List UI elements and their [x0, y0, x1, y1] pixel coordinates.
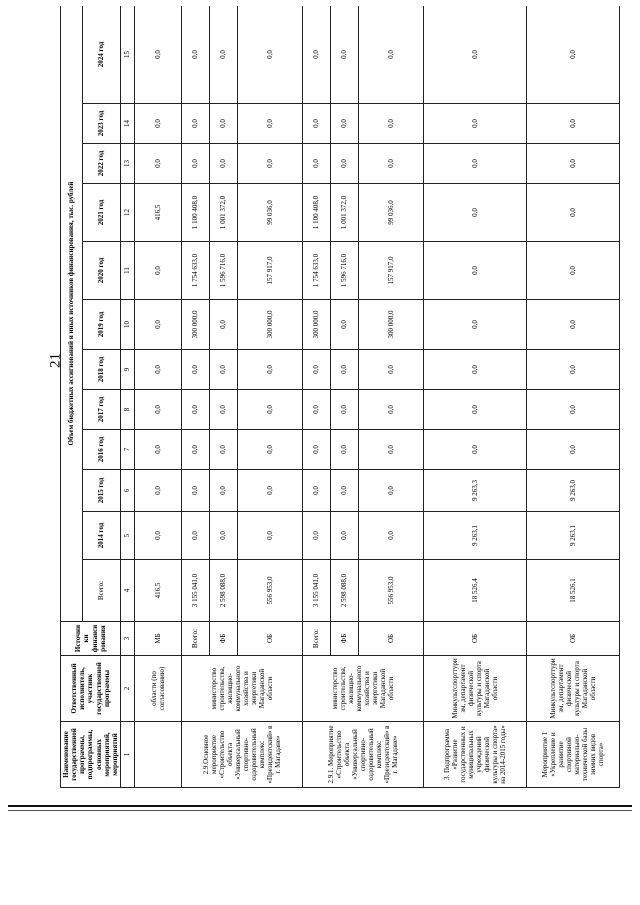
row-value: 0,0 — [181, 144, 209, 184]
row-value: 0,0 — [526, 350, 619, 390]
row-value: 0,0 — [209, 350, 237, 390]
page-bottom-rule — [8, 805, 632, 807]
row-value: 0,0 — [526, 184, 619, 242]
header-year: 2020 год — [83, 242, 121, 300]
row-value: 0,0 — [330, 144, 358, 184]
column-number: 8 — [121, 390, 135, 430]
row-value: 300 000,0 — [358, 300, 423, 350]
header-year: 2015 год — [83, 470, 121, 512]
row-value: 0,0 — [135, 430, 182, 470]
column-number: 4 — [121, 560, 135, 622]
row-value: 0,0 — [358, 144, 423, 184]
row-value: 0,0 — [237, 6, 302, 104]
row-name: 2.9.Основное мероприятие «Строительство объекта «Универсальный спортивно-оздоровительный комплекс «Президентский» в г. Магадане» — [181, 722, 302, 788]
row-value: 1 754 633,0 — [181, 242, 209, 300]
row-value: 0,0 — [526, 144, 619, 184]
page-bottom-rule-thin — [8, 810, 632, 811]
row-source: ОБ — [526, 622, 619, 656]
row-value: 0,0 — [209, 512, 237, 560]
page-number: 21 — [47, 353, 64, 368]
row-value: 0,0 — [358, 104, 423, 144]
row-value: 0,0 — [358, 6, 423, 104]
row-value: 0,0 — [181, 470, 209, 512]
row-total: 18 526,1 — [526, 560, 619, 622]
column-number: 14 — [121, 104, 135, 144]
header-year: 2022 год — [83, 144, 121, 184]
row-value: 0,0 — [424, 430, 527, 470]
row-value: 0,0 — [209, 300, 237, 350]
header-year: 2018 год — [83, 350, 121, 390]
row-value: 0,0 — [237, 144, 302, 184]
row-executor: Минкультспорттуризм, департамент физической культуры и спорта Магаданской области — [424, 656, 527, 722]
table-row — [135, 6, 182, 788]
row-value: 9 263,1 — [526, 512, 619, 560]
row-source: ФБ — [209, 622, 237, 656]
row-value: 9 263,1 — [424, 512, 527, 560]
column-number: 13 — [121, 144, 135, 184]
row-source: ФБ — [330, 622, 358, 656]
row-value: 0,0 — [526, 242, 619, 300]
column-number: 5 — [121, 512, 135, 560]
row-value: 1 100 408,0 — [302, 184, 330, 242]
column-number: 11 — [121, 242, 135, 300]
row-value: 0,0 — [181, 512, 209, 560]
row-name: 3. Подпрограмма «Развитие государственных и муниципальных учреждений физической культуры и спорта» на 2014-2015 годы» — [424, 722, 527, 788]
row-value: 1 596 716,0 — [330, 242, 358, 300]
row-value: 0,0 — [358, 470, 423, 512]
row-value: 0,0 — [237, 104, 302, 144]
row-value: 0,0 — [424, 350, 527, 390]
row-value: 99 036,0 — [237, 184, 302, 242]
row-value: 0,0 — [330, 470, 358, 512]
row-total: 2 598 088,0 — [330, 560, 358, 622]
row-value: 0,0 — [424, 104, 527, 144]
row-name — [135, 722, 182, 788]
row-value: 0,0 — [237, 390, 302, 430]
header-total: Всего: — [83, 560, 121, 622]
row-value: 0,0 — [526, 390, 619, 430]
row-value: 0,0 — [526, 6, 619, 104]
row-executor: министерство строительства, жилищно-коммунального хозяйства и энергетики Магаданской области — [181, 656, 302, 722]
row-executor: министерство строительства, жилищно-коммунального хозяйства и энергетики Магаданской области — [302, 656, 423, 722]
row-value: 9 263,3 — [424, 470, 527, 512]
row-source: Всего: — [302, 622, 330, 656]
row-value: 0,0 — [358, 390, 423, 430]
row-value: 0,0 — [526, 300, 619, 350]
row-source: ОБ — [237, 622, 302, 656]
column-number: 7 — [121, 430, 135, 470]
column-number: 3 — [121, 622, 135, 656]
row-total: 2 598 088,0 — [209, 560, 237, 622]
row-value: 0,0 — [424, 184, 527, 242]
header-year: 2017 год — [83, 390, 121, 430]
row-value: 0,0 — [330, 390, 358, 430]
row-total: 3 155 041,0 — [302, 560, 330, 622]
column-number: 2 — [121, 656, 135, 722]
header-funding-group: Объем бюджетных ассигнований и иных источников финансирования, тыс. рублей — [61, 6, 83, 622]
row-value: 0,0 — [237, 470, 302, 512]
row-value: 0,0 — [358, 512, 423, 560]
row-value: 0,0 — [135, 242, 182, 300]
row-value: 0,0 — [424, 300, 527, 350]
row-name: 2.9.1. Мероприятие «Строительство объекта «Универсальный спортивно-оздоровительный комплекс «Президентский» в г. Магадане» — [302, 722, 423, 788]
row-value: 0,0 — [302, 390, 330, 430]
row-value: 0,0 — [330, 350, 358, 390]
header-executor: Ответственный исполнитель, участник государственной программы — [61, 656, 121, 722]
row-value: 0,0 — [424, 144, 527, 184]
row-value: 0,0 — [330, 512, 358, 560]
column-number: 6 — [121, 470, 135, 512]
row-value: 0,0 — [424, 6, 527, 104]
header-year: 2016 год — [83, 430, 121, 470]
row-value: 0,0 — [302, 430, 330, 470]
row-value: 0,0 — [181, 390, 209, 430]
row-executor: Минкультспорттуризм, департамент физической культуры и спорта Магаданской области — [526, 656, 619, 722]
row-value: 0,0 — [135, 350, 182, 390]
row-value: 0,0 — [358, 350, 423, 390]
header-year: 2014 год — [83, 512, 121, 560]
row-value: 0,0 — [302, 350, 330, 390]
row-value: 0,0 — [135, 512, 182, 560]
header-year: 2024 год — [83, 6, 121, 104]
row-value: 0,0 — [330, 104, 358, 144]
row-total: 556 953,0 — [358, 560, 423, 622]
row-value: 0,0 — [181, 104, 209, 144]
row-value: 0,0 — [526, 104, 619, 144]
row-value: 0,0 — [302, 512, 330, 560]
column-number: 10 — [121, 300, 135, 350]
column-number: 12 — [121, 184, 135, 242]
row-value: 157 917,0 — [358, 242, 423, 300]
row-total: 416,5 — [135, 560, 182, 622]
row-total: 18 526,4 — [424, 560, 527, 622]
row-value: 300 000,0 — [181, 300, 209, 350]
header-year: 2023 год — [83, 104, 121, 144]
row-value: 0,0 — [135, 390, 182, 430]
header-year: 2019 год — [83, 300, 121, 350]
row-value: 300 000,0 — [237, 300, 302, 350]
row-value: 0,0 — [302, 104, 330, 144]
row-value: 1 001 372,0 — [330, 184, 358, 242]
row-source: ОБ — [358, 622, 423, 656]
row-value: 0,0 — [209, 104, 237, 144]
row-value: 0,0 — [181, 430, 209, 470]
column-number-row — [121, 6, 135, 788]
budget-table-container — [60, 6, 620, 788]
row-value: 157 917,0 — [237, 242, 302, 300]
row-value: 0,0 — [209, 144, 237, 184]
row-value: 0,0 — [302, 470, 330, 512]
table-row — [302, 6, 330, 788]
budget-table-rotated — [60, 6, 620, 788]
row-value: 0,0 — [135, 144, 182, 184]
row-value: 0,0 — [237, 430, 302, 470]
table-row — [181, 6, 209, 788]
row-value: 0,0 — [302, 6, 330, 104]
column-number: 1 — [121, 722, 135, 788]
header-year: 2021 год — [83, 184, 121, 242]
row-value: 0,0 — [237, 512, 302, 560]
budget-table — [60, 6, 620, 788]
row-value: 0,0 — [237, 350, 302, 390]
header-source: Источники финансирования — [61, 622, 121, 656]
column-number: 9 — [121, 350, 135, 390]
row-executor: области (по согласованию) — [135, 656, 182, 722]
row-value: 0,0 — [135, 6, 182, 104]
row-value: 0,0 — [330, 430, 358, 470]
row-value: 1 001 372,0 — [209, 184, 237, 242]
row-value: 0,0 — [526, 430, 619, 470]
row-value: 99 036,0 — [358, 184, 423, 242]
row-source: Всего: — [181, 622, 209, 656]
row-value: 0,0 — [135, 104, 182, 144]
table-row — [424, 6, 527, 788]
column-number: 15 — [121, 6, 135, 104]
row-total: 3 155 041,0 — [181, 560, 209, 622]
row-value: 0,0 — [135, 470, 182, 512]
row-value: 0,0 — [181, 6, 209, 104]
row-value: 1 596 716,0 — [209, 242, 237, 300]
row-source: МБ — [135, 622, 182, 656]
row-value: 0,0 — [209, 430, 237, 470]
row-value: 9 263,0 — [526, 470, 619, 512]
row-value: 0,0 — [302, 144, 330, 184]
header-name: Наименование государственной программы, подпрограммы, основных мероприятий, мероприятий — [61, 722, 121, 788]
row-source: ОБ — [424, 622, 527, 656]
row-value: 1 754 633,0 — [302, 242, 330, 300]
row-value: 0,0 — [181, 350, 209, 390]
row-value: 0,0 — [330, 300, 358, 350]
table-row — [526, 6, 619, 788]
row-total: 556 953,0 — [237, 560, 302, 622]
row-value: 0,0 — [330, 6, 358, 104]
row-value: 0,0 — [424, 390, 527, 430]
row-value: 0,0 — [209, 390, 237, 430]
row-value: 1 100 408,0 — [181, 184, 209, 242]
row-name: Мероприятие 1 «Укрепление и развитие спортивной материально-технической базы зимних видов спорта» — [526, 722, 619, 788]
row-value: 0,0 — [424, 242, 527, 300]
row-value: 0,0 — [358, 430, 423, 470]
row-value: 0,0 — [209, 470, 237, 512]
row-value: 0,0 — [135, 300, 182, 350]
row-value: 300 000,0 — [302, 300, 330, 350]
row-value: 416,5 — [135, 184, 182, 242]
row-value: 0,0 — [209, 6, 237, 104]
